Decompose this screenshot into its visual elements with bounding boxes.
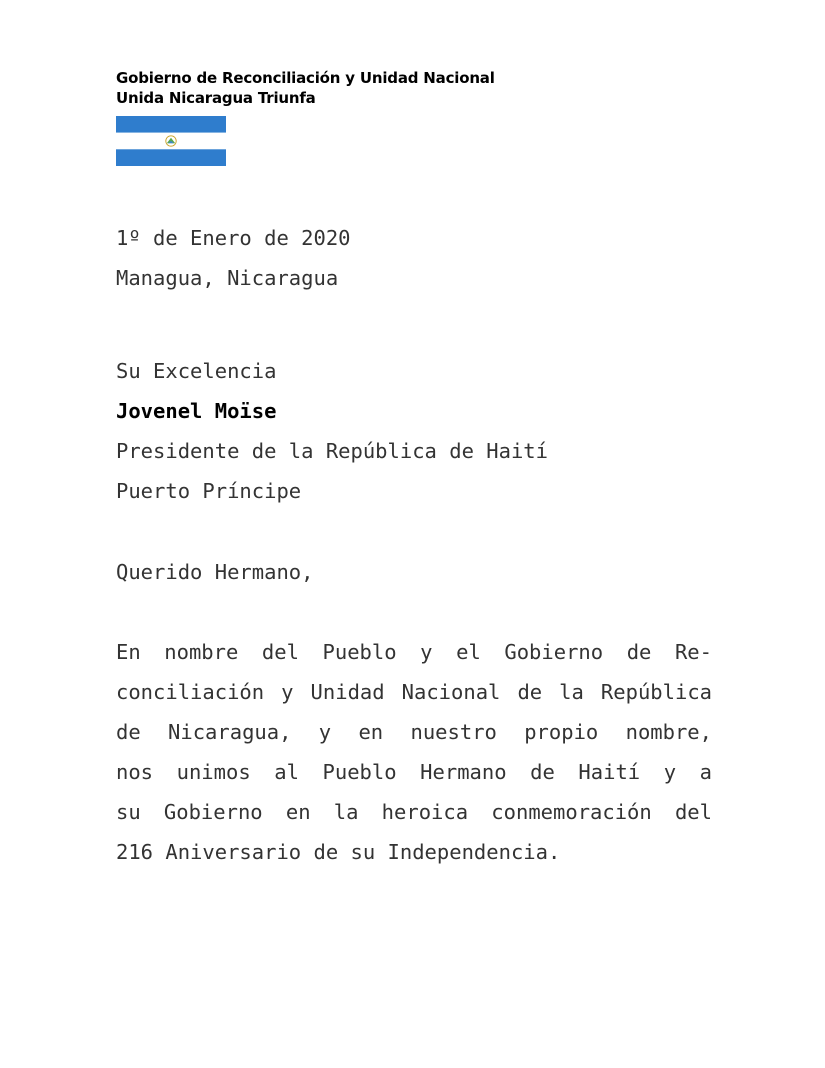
body-line: En nombre del Pueblo y el Gobierno de Re-: [116, 640, 712, 664]
letterhead-slogan: Unida Nicaragua Triunfa: [116, 89, 316, 107]
letterhead: [116, 68, 495, 108]
body-line: nos unimos al Pueblo Hermano de Haití y a: [116, 760, 712, 784]
letter-greeting: Querido Hermano,: [116, 560, 314, 584]
letter-date: 1º de Enero de 2020: [116, 226, 351, 250]
body-line: conciliación y Unidad Nacional de la República: [116, 680, 712, 704]
body-line: de Nicaragua, y en nuestro propio nombre,: [116, 720, 712, 744]
recipient-position: Presidente de la República de Haití: [116, 439, 548, 463]
recipient-title: Su Excelencia: [116, 359, 277, 383]
nicaragua-flag-icon: [116, 116, 226, 166]
letterhead-government-name: Gobierno de Reconciliación y Unidad Nacional: [116, 69, 495, 87]
body-line: su Gobierno en la heroica conmemoración del: [116, 800, 712, 824]
recipient-city: Puerto Príncipe: [116, 479, 302, 503]
recipient-name: Jovenel Moïse: [116, 399, 277, 423]
body-line: 216 Aniversario de su Independencia.: [116, 840, 561, 864]
letter-place: Managua, Nicaragua: [116, 266, 339, 290]
